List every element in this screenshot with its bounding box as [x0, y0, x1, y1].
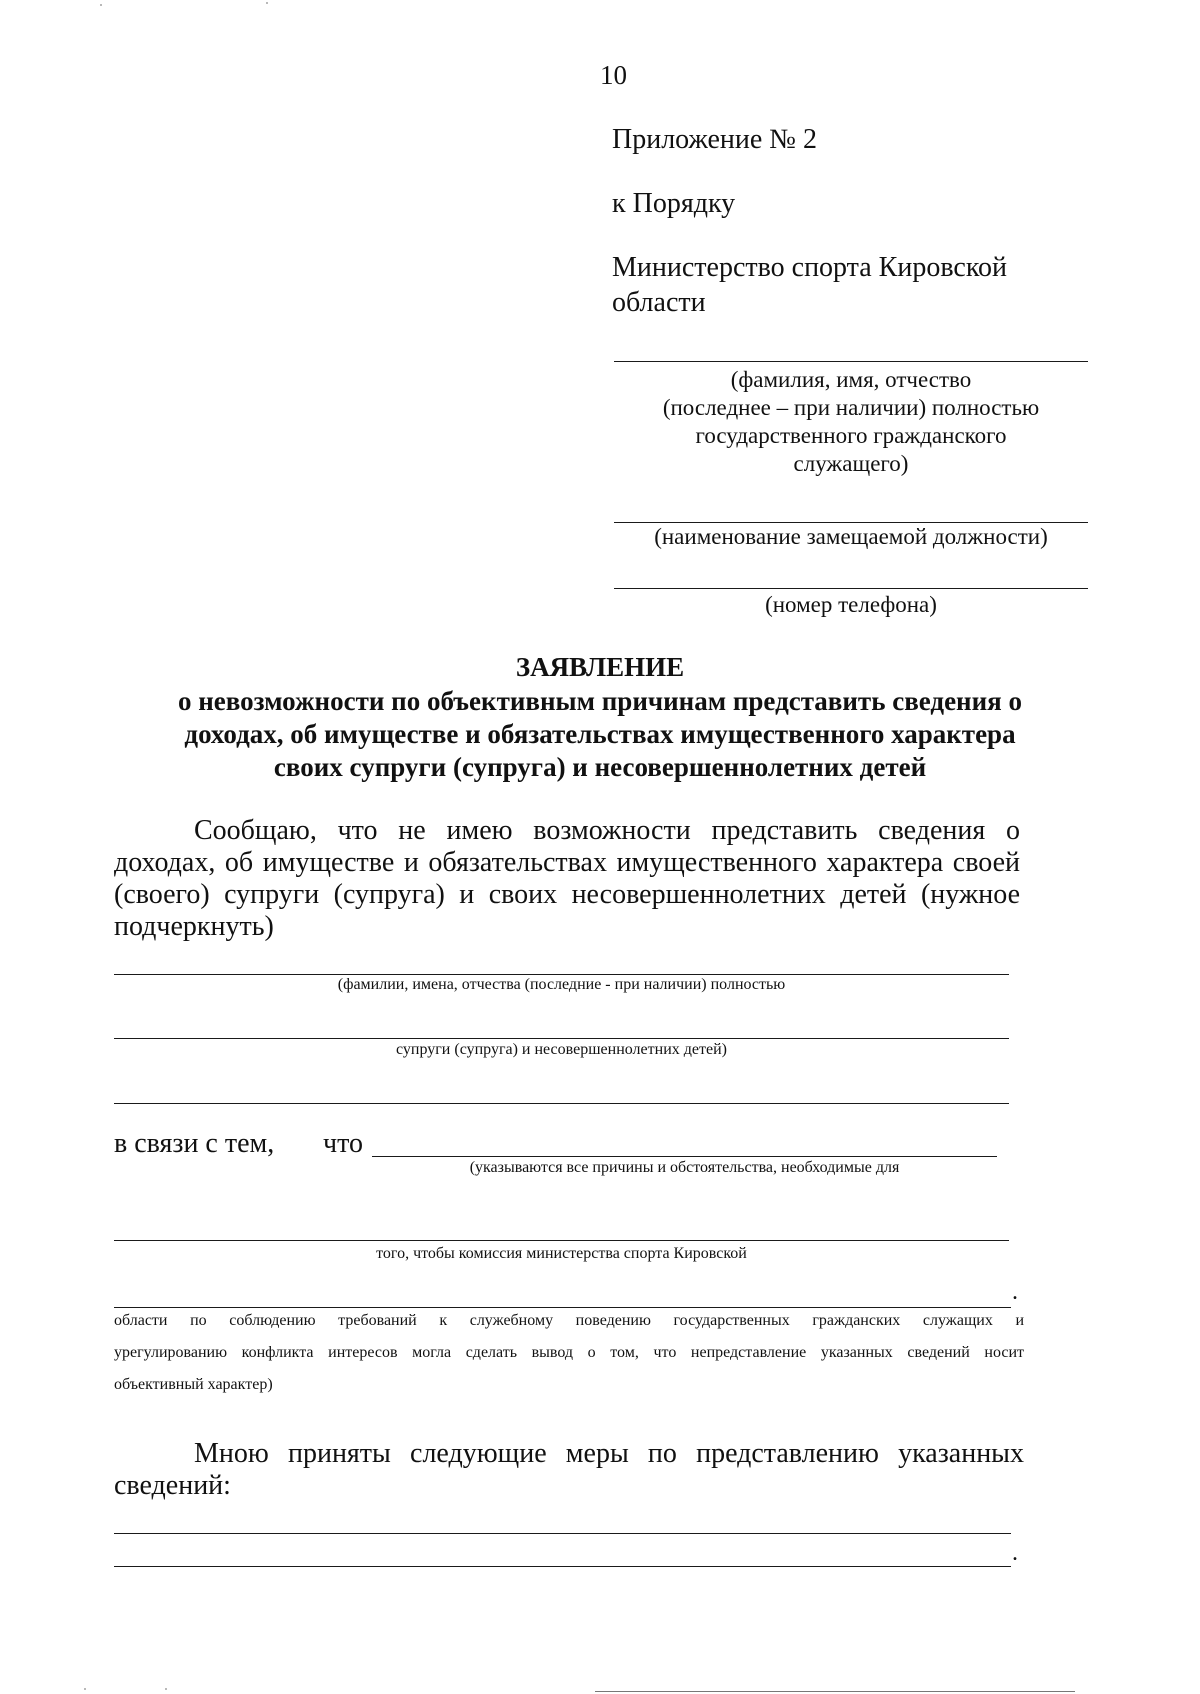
reason-prefix-2: что: [323, 1128, 363, 1159]
fio-caption-line3: государственного гражданского: [695, 423, 1007, 448]
paragraph-1-line2: доходах, об имуществе и обязательствах имущественного характера своей: [114, 847, 1020, 878]
statement-paragraph-1: [114, 815, 1020, 943]
reason-prefix-1: в связи с тем,: [114, 1128, 275, 1159]
reason-blank-line-1: [372, 1156, 997, 1157]
family-blank-line-1: [114, 974, 1009, 975]
fio-caption-line1: (фамилия, имя, отчество: [730, 367, 972, 392]
family-blank-line-2: [114, 1038, 1009, 1039]
statement-subtitle-line2: доходах, об имуществе и обязательствах имущественного характера: [184, 719, 1016, 749]
phone-blank-line: [614, 588, 1088, 589]
note-line1: области по соблюдению требований к служебному поведению государственных гражданских служащих и: [114, 1312, 1024, 1329]
ministry-name-line1: Министерство спорта Кировской: [612, 252, 1007, 283]
scan-speck: [266, 2, 268, 4]
order-reference: к Порядку: [612, 188, 736, 219]
measures-line-end-dot: .: [1012, 1540, 1018, 1566]
fio-caption-line2: (последнее – при наличии) полностью: [662, 395, 1040, 420]
note-line2: урегулированию конфликта интересов могла сделать вывод о том, что непредставление указанных сведений носит: [114, 1344, 1024, 1361]
fio-caption: [614, 366, 1088, 478]
fio-blank-line: [614, 361, 1088, 362]
paragraph-2-line2: сведений:: [114, 1470, 231, 1501]
ministry-name-line2: области: [612, 287, 706, 318]
reason-caption-2: того, чтобы комиссия министерства спорта Кировской: [376, 1245, 747, 1262]
appendix-label: Приложение № 2: [612, 124, 817, 155]
scan-bottom-edge-line: [595, 1691, 1075, 1692]
scan-speck: [100, 4, 102, 6]
statement-paragraph-2: [114, 1438, 1024, 1502]
family-caption-1: (фамилии, имена, отчества (последние - при наличии) полностью: [337, 976, 786, 993]
reason-blank-line-2: [114, 1240, 1009, 1241]
family-caption-2: супруги (супруга) и несовершеннолетних детей): [396, 1041, 727, 1058]
note-line3: объективный характер): [114, 1376, 273, 1393]
reason-caption-1: (указываются все причины и обстоятельства, необходимые для: [469, 1159, 900, 1176]
page-number: 10: [600, 60, 627, 90]
reason-line-end-dot: .: [1012, 1279, 1018, 1305]
statement-subtitle-line3: своих супруги (супруга) и несовершеннолетних детей: [273, 752, 927, 782]
position-caption: (наименование замещаемой должности): [654, 524, 1048, 549]
statement-title: ЗАЯВЛЕНИЕ: [515, 652, 685, 682]
scan-speck: [165, 1688, 167, 1690]
measures-blank-line-2: [114, 1566, 1011, 1567]
paragraph-2-line1: Мною приняты следующие меры по представлению указанных: [194, 1438, 1024, 1469]
statement-subtitle-line1: о невозможности по объективным причинам представить сведения о: [177, 686, 1023, 716]
paragraph-1-line1: Сообщаю, что не имею возможности представить сведения о: [194, 815, 1020, 846]
family-blank-line-3: [114, 1103, 1009, 1104]
phone-caption: (номер телефона): [765, 592, 937, 617]
reason-explanation-note: [114, 1305, 1024, 1401]
fio-caption-line4: служащего): [793, 451, 909, 476]
paragraph-1-line3: (своего) супруги (супруга) и своих несовершеннолетних детей (нужное: [114, 879, 1020, 910]
measures-blank-line-1: [114, 1533, 1011, 1534]
scan-speck: [84, 1688, 86, 1690]
paragraph-1-line4: подчеркнуть): [114, 911, 274, 942]
